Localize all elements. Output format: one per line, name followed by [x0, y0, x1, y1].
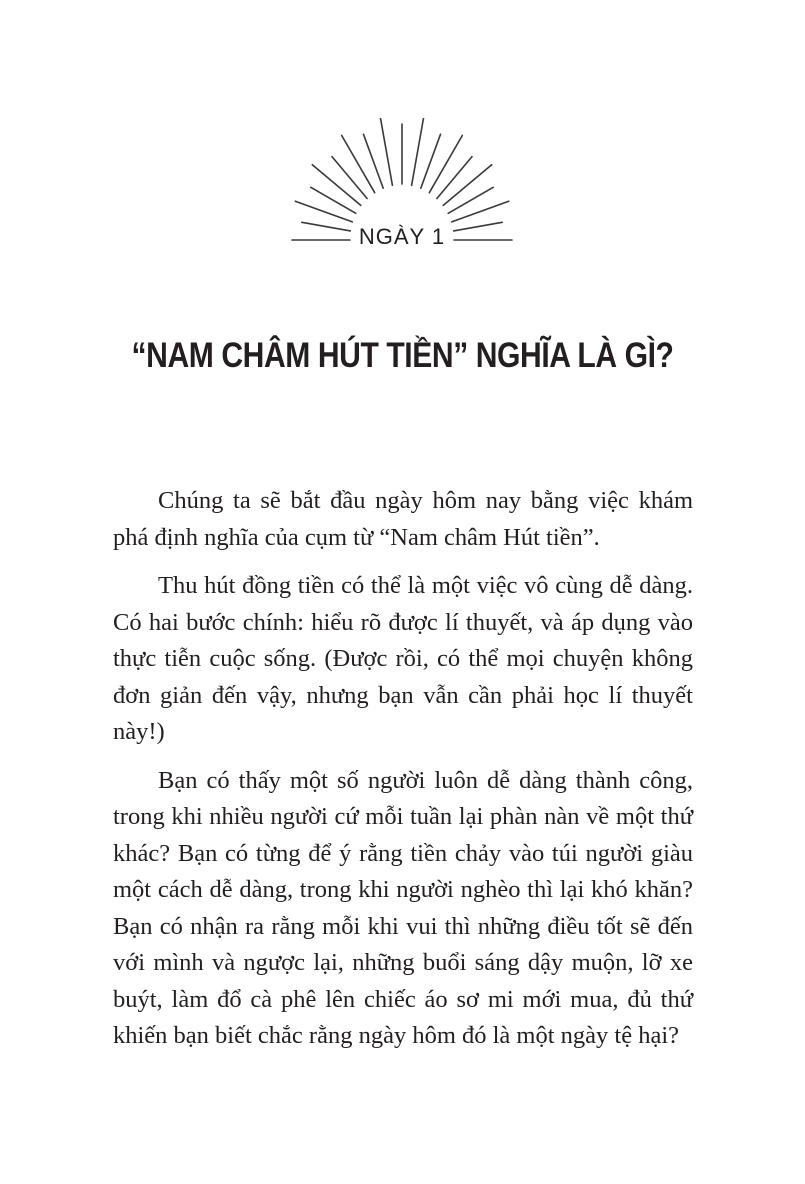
day-emblem	[262, 118, 542, 268]
paragraph-1: Chúng ta sẽ bắt đầu ngày hôm nay bằng việc khám phá định nghĩa của cụm từ “Nam châm Hút tiền”.	[113, 487, 693, 551]
sunburst-ray	[437, 157, 472, 199]
sunburst-ray	[342, 136, 375, 193]
sunburst-ray	[443, 165, 492, 206]
paragraph-3: Bạn có thấy một số người luôn dễ dàng thành công, trong khi nhiều người cứ mỗi tuần lại phàn nàn về một thứ khác? Bạn có từng để ý rằng tiền chảy vào túi người giàu một cách dễ dàng, trong khi người nghèo thì lại khó khăn? Bạn có nhận ra rằng mỗi khi vui thì những điều tốt sẽ đến với mình và ngược lại, những buổi sáng dậy muộn, lỡ xe buýt, làm đổ cà phê lên chiếc áo sơ mi mới mua, đủ thứ khiến bạn biết chắc rằng ngày hôm đó là một ngày tệ hại?	[113, 766, 693, 1049]
body-text	[113, 483, 693, 1067]
day-label: NGÀY 1	[358, 224, 446, 249]
sunburst-ray	[421, 134, 441, 188]
sunburst-ray	[452, 201, 509, 222]
paragraph-2: Thu hút đồng tiền có thể là một việc vô cùng dễ dàng. Có hai bước chính: hiểu rõ được lí thuyết, và áp dụng vào thực tiễn cuộc sống. (Được rồi, có thể mọi chuyện không đơn giản đến vậy, nhưng bạn vẫn cần phải học lí thuyết này!)	[113, 572, 693, 745]
sunburst-ray	[312, 165, 361, 206]
sunburst-ray	[295, 201, 352, 222]
sunburst-ray	[364, 134, 384, 188]
chapter-title: “NAM CHÂM HÚT TIỀN” NGHĨA LÀ GÌ?	[131, 336, 674, 375]
sunburst-ray	[412, 118, 424, 185]
sunburst-ray	[380, 118, 392, 185]
sunburst-ray	[332, 157, 367, 199]
sunburst-ray	[429, 136, 462, 193]
